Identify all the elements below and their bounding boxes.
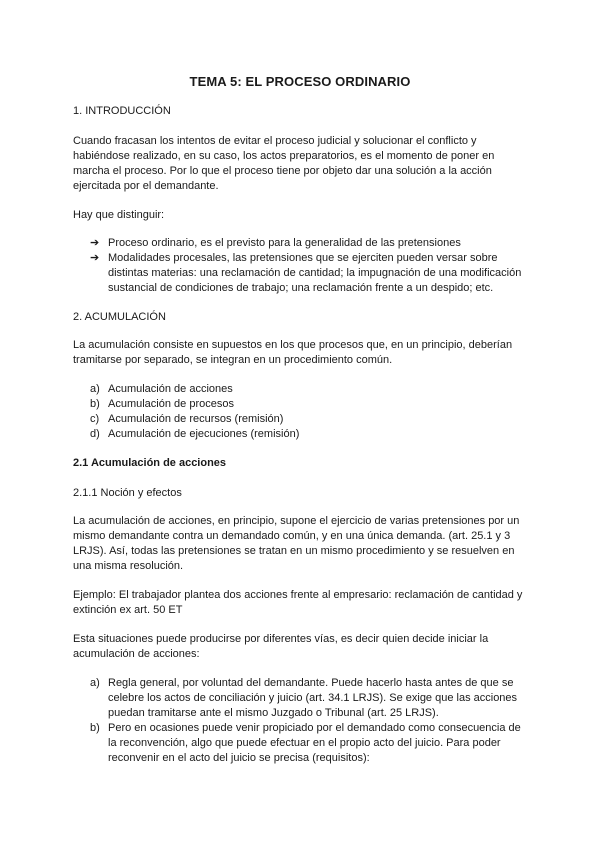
text-line: reconvenir en el acto del juicio se precisa (requisitos): bbox=[108, 752, 370, 764]
arrow-bullet-list bbox=[90, 236, 540, 296]
vias-paragraph bbox=[73, 632, 533, 662]
section-heading-introduccion: 1. INTRODUCCIÓN bbox=[73, 105, 171, 117]
text-line: Modalidades procesales, las pretensiones que se ejerciten pueden versar sobre bbox=[108, 252, 498, 264]
nocion-paragraph bbox=[73, 514, 533, 574]
list-item bbox=[90, 382, 540, 397]
list-item bbox=[90, 236, 540, 251]
text-line: ejercitada por el demandante. bbox=[73, 180, 219, 192]
list-item-text: Acumulación de recursos (remisión) bbox=[108, 413, 284, 425]
subsection-heading-nocion: 2.1.1 Noción y efectos bbox=[73, 487, 182, 499]
text-line: LRJS). Así, todas las pretensiones se tratan en un mismo procedimiento y se resuelven en bbox=[73, 545, 515, 557]
text-line: puedan tramitarse ante el mismo Juzgado o Tribunal (art. 25 LRJS). bbox=[108, 707, 439, 719]
section-heading-acumulacion-acciones: 2.1 Acumulación de acciones bbox=[73, 457, 227, 469]
arrow-bullet-icon: ➔ bbox=[90, 237, 100, 249]
text-line: La acumulación consiste en supuestos en los que procesos que, en un principio, deberían bbox=[73, 339, 513, 351]
text-line: Esta situaciones puede producirse por diferentes vías, es decir quien decide iniciar la bbox=[73, 633, 489, 645]
text-line: Cuando fracasan los intentos de evitar el proceso judicial y solucionar el conflicto y bbox=[73, 135, 477, 147]
acumulacion-paragraph bbox=[73, 338, 533, 368]
text-line: Pero en ocasiones puede venir propiciado por el demandado como consecuencia de bbox=[108, 722, 521, 734]
vias-list bbox=[90, 676, 540, 766]
list-marker: a) bbox=[90, 383, 100, 395]
text-line: marcha el proceso. Por lo que el proceso tiene por objeto dar una solución a la acción bbox=[73, 165, 492, 177]
text-line: la reconvención, algo que puede efectuar en el propio acto del juicio. Para poder bbox=[108, 737, 501, 749]
text-line: acumulación de acciones: bbox=[73, 648, 200, 660]
text-line: La acumulación de acciones, en principio, supone el ejercicio de varias pretensiones por un bbox=[73, 515, 520, 527]
text-line: extinción ex art. 50 ET bbox=[73, 604, 183, 616]
list-item bbox=[90, 397, 540, 412]
text-line: Regla general, por voluntad del demandante. Puede hacerlo hasta antes de que se bbox=[108, 677, 514, 689]
list-marker: b) bbox=[90, 398, 100, 410]
text-line: sustancial de condiciones de trabajo; una reclamación frente a un despido; etc. bbox=[108, 282, 494, 294]
list-item bbox=[90, 412, 540, 427]
ejemplo-paragraph bbox=[73, 588, 533, 618]
text-line: mismo demandante contra un demandado común, y en una única demanda. (art. 25.1 y 3 bbox=[73, 530, 511, 542]
list-item-text: Acumulación de procesos bbox=[108, 398, 234, 410]
list-marker: b) bbox=[90, 722, 100, 734]
section-heading-acumulacion: 2. ACUMULACIÓN bbox=[73, 311, 166, 323]
list-item bbox=[90, 251, 540, 296]
arrow-bullet-icon: ➔ bbox=[90, 252, 100, 264]
text-line: Ejemplo: El trabajador plantea dos acciones frente al empresario: reclamación de cantidad y bbox=[73, 589, 523, 601]
intro-paragraph bbox=[73, 134, 533, 194]
list-item bbox=[90, 676, 540, 721]
list-item-text: Acumulación de acciones bbox=[108, 383, 233, 395]
list-item bbox=[90, 721, 540, 766]
list-item bbox=[90, 427, 540, 442]
text-line: tramitarse por separado, se integran en un procedimiento común. bbox=[73, 354, 393, 366]
text-line: celebre los actos de conciliación y juicio (art. 34.1 LRJS). Se exige que las acciones bbox=[108, 692, 518, 704]
list-marker: d) bbox=[90, 428, 100, 440]
text-line: una misma resolución. bbox=[73, 560, 184, 572]
acumulacion-types-list bbox=[90, 382, 540, 442]
list-marker: a) bbox=[90, 677, 100, 689]
list-marker: c) bbox=[90, 413, 100, 425]
list-item-text: Acumulación de ejecuciones (remisión) bbox=[108, 428, 300, 440]
distinguish-paragraph: Hay que distinguir: bbox=[73, 209, 165, 221]
text-line: Proceso ordinario, es el previsto para la generalidad de las pretensiones bbox=[108, 237, 461, 249]
text-line: distintas materias: una reclamación de cantidad; la impugnación de una modificación bbox=[108, 267, 522, 279]
document-title: TEMA 5: EL PROCESO ORDINARIO bbox=[189, 74, 411, 89]
text-line: habiéndose realizado, en su caso, los actos preparatorios, es el momento de poner en bbox=[73, 150, 495, 162]
